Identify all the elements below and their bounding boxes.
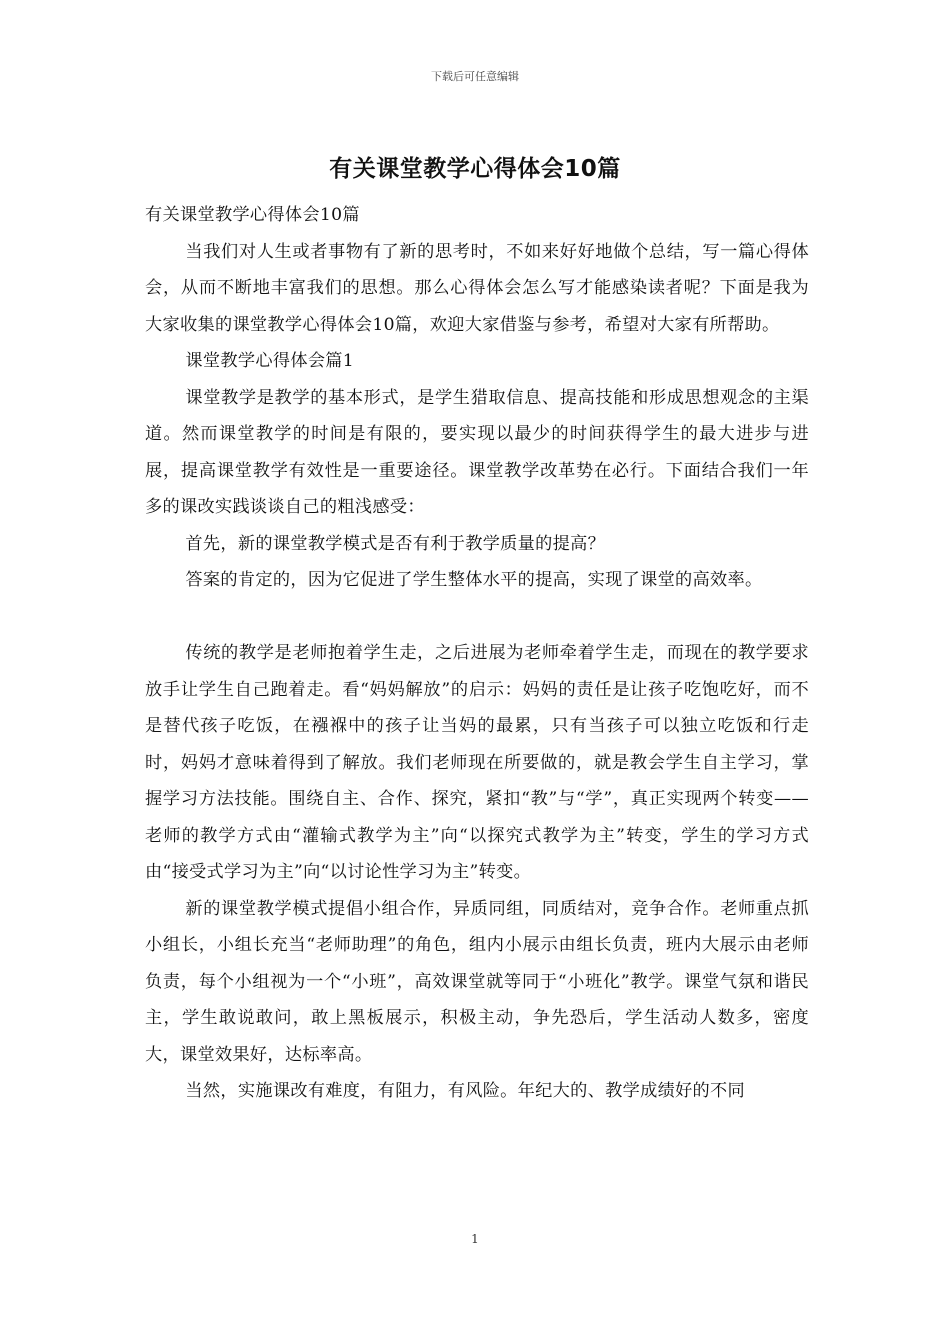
document-subtitle: 有关课堂教学心得体会10篇 [145,205,360,225]
paragraph-6: 当然，实施课改有难度，有阻力，有风险。年纪大的、教学成绩好的不同 [185,1081,746,1101]
document-title: 有关课堂教学心得体会10篇 [329,156,621,182]
header-note: 下载后可任意编辑 [431,70,519,83]
page-number: 1 [471,1232,479,1246]
paragraph-3: 答案的肯定的，因为它促进了学生整体水平的提高，实现了课堂的高效率。 [185,570,763,590]
paragraph-1: 课堂教学是教学的基本形式，是学生猎取信息、提高技能和形成思想观念的主渠道。然而课堂教学的时间是有限的，要实现以最少的时间获得学生的最大进步与进展，提高课堂教学有效性是一重要途径。课堂教学改革势在必行。下面结合我们一年多的课改实践谈谈自己的粗浅感受： [145,387,809,517]
paragraph-2: 首先，新的课堂教学模式是否有利于教学质量的提高？ [185,533,606,554]
blank-line [145,599,809,636]
document-body [145,197,809,1110]
paragraph-5: 新的课堂教学模式提倡小组合作，异质同组，同质结对，竞争合作。老师重点抓小组长，小组长充当“老师助理”的角色，组内小展示由组长负责，班内大展示由老师负责，每个小组视为一个“小班”，高效课堂就等同于“小班化”教学。课堂气氛和谐民主，学生敢说敢问，敢上黑板展示，积极主动，争先恐后，学生活动人数多，密度大，课堂效果好，达标率高。 [145,898,809,1065]
paragraph-intro: 当我们对人生或者事物有了新的思考时，不如来好好地做个总结，写一篇心得体会，从而不断地丰富我们的思想。那么心得体会怎么写才能感染读者呢？下面是我为大家收集的课堂教学心得体会10篇，欢迎大家借鉴与参考，希望对大家有所帮助。 [145,241,809,335]
paragraph-4: 传统的教学是老师抱着学生走，之后进展为老师牵着学生走，而现在的教学要求放手让学生自己跑着走。看“妈妈解放”的启示：妈妈的责任是让孩子吃饱吃好，而不是替代孩子吃饭，在襁褓中的孩子让当妈的最累，只有当孩子可以独立吃饭和行走时，妈妈才意味着得到了解放。我们老师现在所要做的，就是教会学生自主学习，掌握学习方法技能。围绕自主、合作、探究，紧扣“教”与“学”，真正实现两个转变——老师的教学方式由“灌输式教学为主”向“以探究式教学为主”转变，学生的学习方式由“接受式学习为主”向“以讨论性学习为主”转变。 [145,643,809,882]
section-heading-1: 课堂教学心得体会篇1 [185,351,355,371]
